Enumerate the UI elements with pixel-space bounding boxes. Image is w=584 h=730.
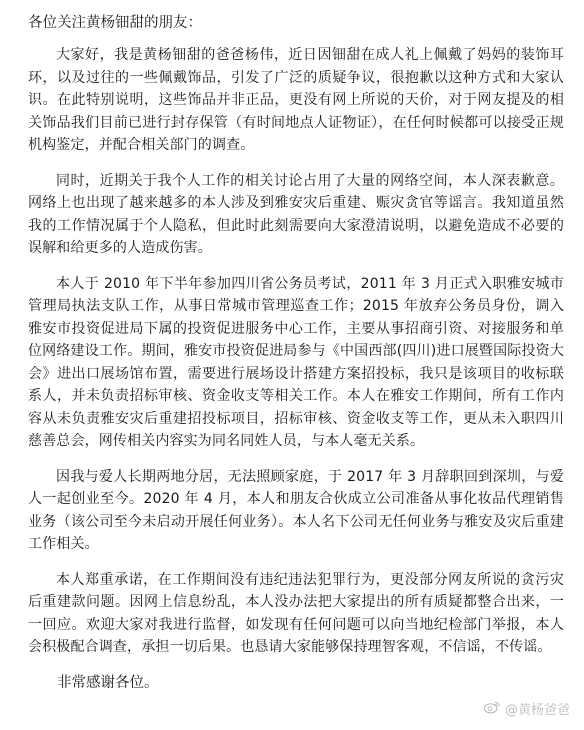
letter-paragraph-1: 大家好，我是黄杨钿甜的爸爸杨伟，近日因钿甜在成人礼上佩戴了妈妈的装饰耳环，以及过往的一些佩戴饰品，引发了广泛的质疑争议，很抱歉以这种方式和大家认识。在此特别说明，这些饰品并非正品，更没有网上所说的天价，对于网友提及的相关饰品我们目前已进行封存保管（有时间地点人证物证），在任何时候都可以接受正规机构鉴定，并配合相关部门的调查。 xyxy=(28,47,564,153)
letter-paragraph-3: 本人于 2010 年下半年参加四川省公务员考试，2011 年 3 月正式入职雅安城市管理局执法支队工作，从事日常城市管理巡查工作；2015 年放弃公务员身份，调入雅安市投资促进局下属的投资促进服务中心工作，主要从事招商引资、对接服务和单位网络建设工作。期间，雅安市投资促进局参与《中国西部(四川)进口展暨国际投资大会》进出口展场馆布置，需要进行展场设计搭建方案招投标，我只是该项目的收标联系人，并未负责招标审核、资金收支等相关工作。本人在雅安工作期间，所有工作内容从未负责雅安灾后重建招投标项目，招标审核、资金收支等工作，更从未入职四川慈善总会，网传相关内容实为同名同姓人员，与本人毫无关系。 xyxy=(28,275,564,449)
letter-greeting: 各位关注黄杨钿甜的朋友： xyxy=(28,15,202,31)
weibo-watermark xyxy=(483,699,570,718)
weibo-icon xyxy=(483,700,501,718)
watermark-text: @黄杨爸爸 xyxy=(504,703,570,718)
letter-closing: 非常感谢各位。 xyxy=(57,674,159,691)
letter-paragraph-5: 本人郑重承诺，在工作期间没有违纪违法犯罪行为，更没部分网友所说的贪污灾后重建款问题。因网上信息纷乱，本人没办法把大家提出的所有质疑都整合出来，一一回应。欢迎大家对我进行监督，如发现有任何问题可以向当地纪检部门举报，本人会积极配合调查，承担一切后果。也恳请大家能够保持理智客观，不信谣，不传谣。 xyxy=(28,571,564,655)
letter-paragraph-4: 因我与爱人长期两地分居，无法照顾家庭，于 2017 年 3 月辞职回到深圳，与爱人一起创业至今。2020 年 4 月，本人和朋友合伙成立公司准备从事化妆品代理销售业务（该公司至今未启动开展任何业务）。本人名下公司无任何业务与雅安及灾后重建工作相关。 xyxy=(28,468,564,552)
letter-paragraph-2: 同时，近期关于我个人工作的相关讨论占用了大量的网络空间，本人深表歉意。网络上也出现了越来越多的本人涉及到雅安灾后重建、赈灾贪官等谣言。我知道虽然我的工作情况属于个人隐私，但此时此刻需要向大家澄清说明，以避免造成不必要的误解和给更多的人造成伤害。 xyxy=(28,172,564,256)
